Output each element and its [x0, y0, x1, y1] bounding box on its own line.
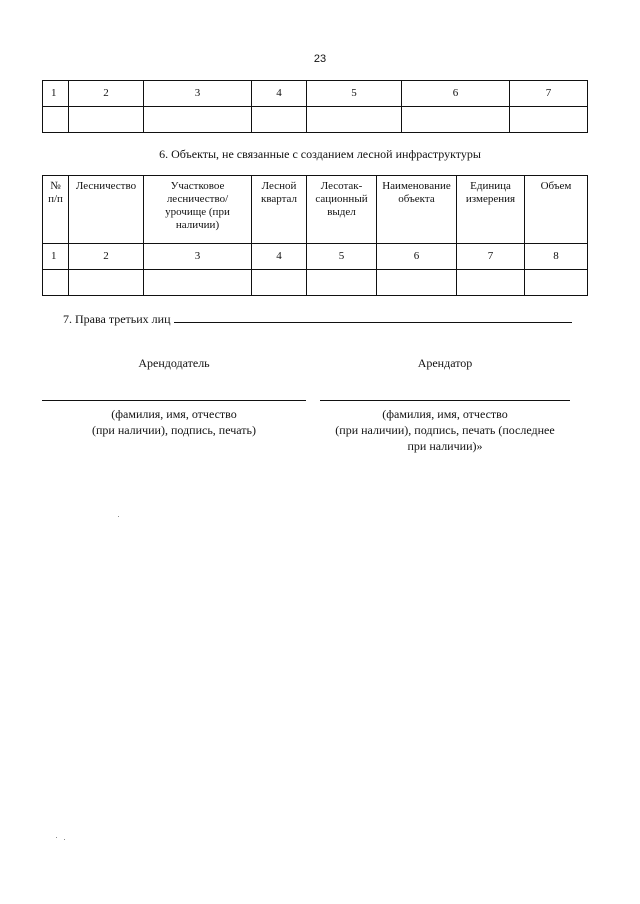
table-row-empty: [43, 107, 588, 133]
empty-cell: [144, 270, 252, 296]
column-number-cell: 7: [510, 81, 588, 107]
table-header-row: [43, 176, 588, 244]
lessor-signature-line: [42, 400, 306, 401]
lessor-signature-caption: [42, 406, 306, 438]
third-party-rights-blank-line: [174, 311, 572, 323]
column-number-cell: 2: [69, 81, 144, 107]
column-number-cell: 3: [144, 81, 252, 107]
caption-line: при наличии)»: [407, 439, 483, 453]
caption-line: (фамилия, имя, отчество: [111, 407, 237, 421]
lessee-signature-caption: [320, 406, 570, 454]
empty-cell: [307, 270, 377, 296]
column-number-cell: 7: [457, 244, 525, 270]
empty-cell: [457, 270, 525, 296]
non-infrastructure-objects-table: [42, 175, 588, 296]
scan-speck: [64, 839, 65, 840]
empty-cell: [510, 107, 588, 133]
header-cell-volume: Объем: [525, 176, 588, 244]
empty-cell: [69, 107, 144, 133]
header-cell-number: № п/п: [43, 176, 69, 244]
column-number-cell: 4: [252, 81, 307, 107]
page-number: 23: [313, 53, 327, 65]
column-number-cell: 3: [144, 244, 252, 270]
caption-line: (фамилия, имя, отчество: [382, 407, 508, 421]
caption-line: (при наличии), подпись, печать): [91, 423, 256, 437]
empty-cell: [252, 270, 307, 296]
empty-cell: [69, 270, 144, 296]
empty-cell: [402, 107, 510, 133]
empty-cell: [144, 107, 252, 133]
header-cell-district-forestry: Участковое лесничество/ урочище (при наличии): [144, 176, 252, 244]
header-cell-taxation-unit: Лесотак-сационный выдел: [307, 176, 377, 244]
lessee-signature-line: [320, 400, 570, 401]
caption-line: (при наличии), подпись, печать (последнее: [335, 423, 555, 437]
scan-speck: [56, 837, 57, 838]
table-row-numbers: [43, 244, 588, 270]
table-row-empty: [43, 270, 588, 296]
column-number-cell: 6: [377, 244, 457, 270]
column-number-cell: 8: [525, 244, 588, 270]
empty-cell: [252, 107, 307, 133]
table-row-numbers: [43, 81, 588, 107]
empty-cell: [43, 107, 69, 133]
continued-table: [42, 80, 588, 133]
empty-cell: [43, 270, 69, 296]
column-number-cell: 6: [402, 81, 510, 107]
lessee-title: Арендатор: [417, 356, 473, 370]
lessor-title: Арендодатель: [138, 356, 210, 370]
section-6-title: 6. Объекты, не связанные с созданием лесной инфраструктуры: [159, 147, 481, 161]
empty-cell: [307, 107, 402, 133]
column-number-cell: 2: [69, 244, 144, 270]
column-number-cell: 4: [252, 244, 307, 270]
column-number-cell: 1: [43, 81, 69, 107]
header-cell-forest-quarter: Лесной квартал: [252, 176, 307, 244]
header-cell-forestry: Лесничество: [69, 176, 144, 244]
scan-speck: [118, 516, 119, 517]
column-number-cell: 1: [43, 244, 69, 270]
column-number-cell: 5: [307, 81, 402, 107]
column-number-cell: 5: [307, 244, 377, 270]
third-party-rights-label: 7. Права третьих лиц: [63, 312, 171, 326]
header-cell-object-name: Наименование объекта: [377, 176, 457, 244]
third-party-rights: [63, 311, 572, 327]
empty-cell: [525, 270, 588, 296]
header-cell-unit: Единица измерения: [457, 176, 525, 244]
empty-cell: [377, 270, 457, 296]
